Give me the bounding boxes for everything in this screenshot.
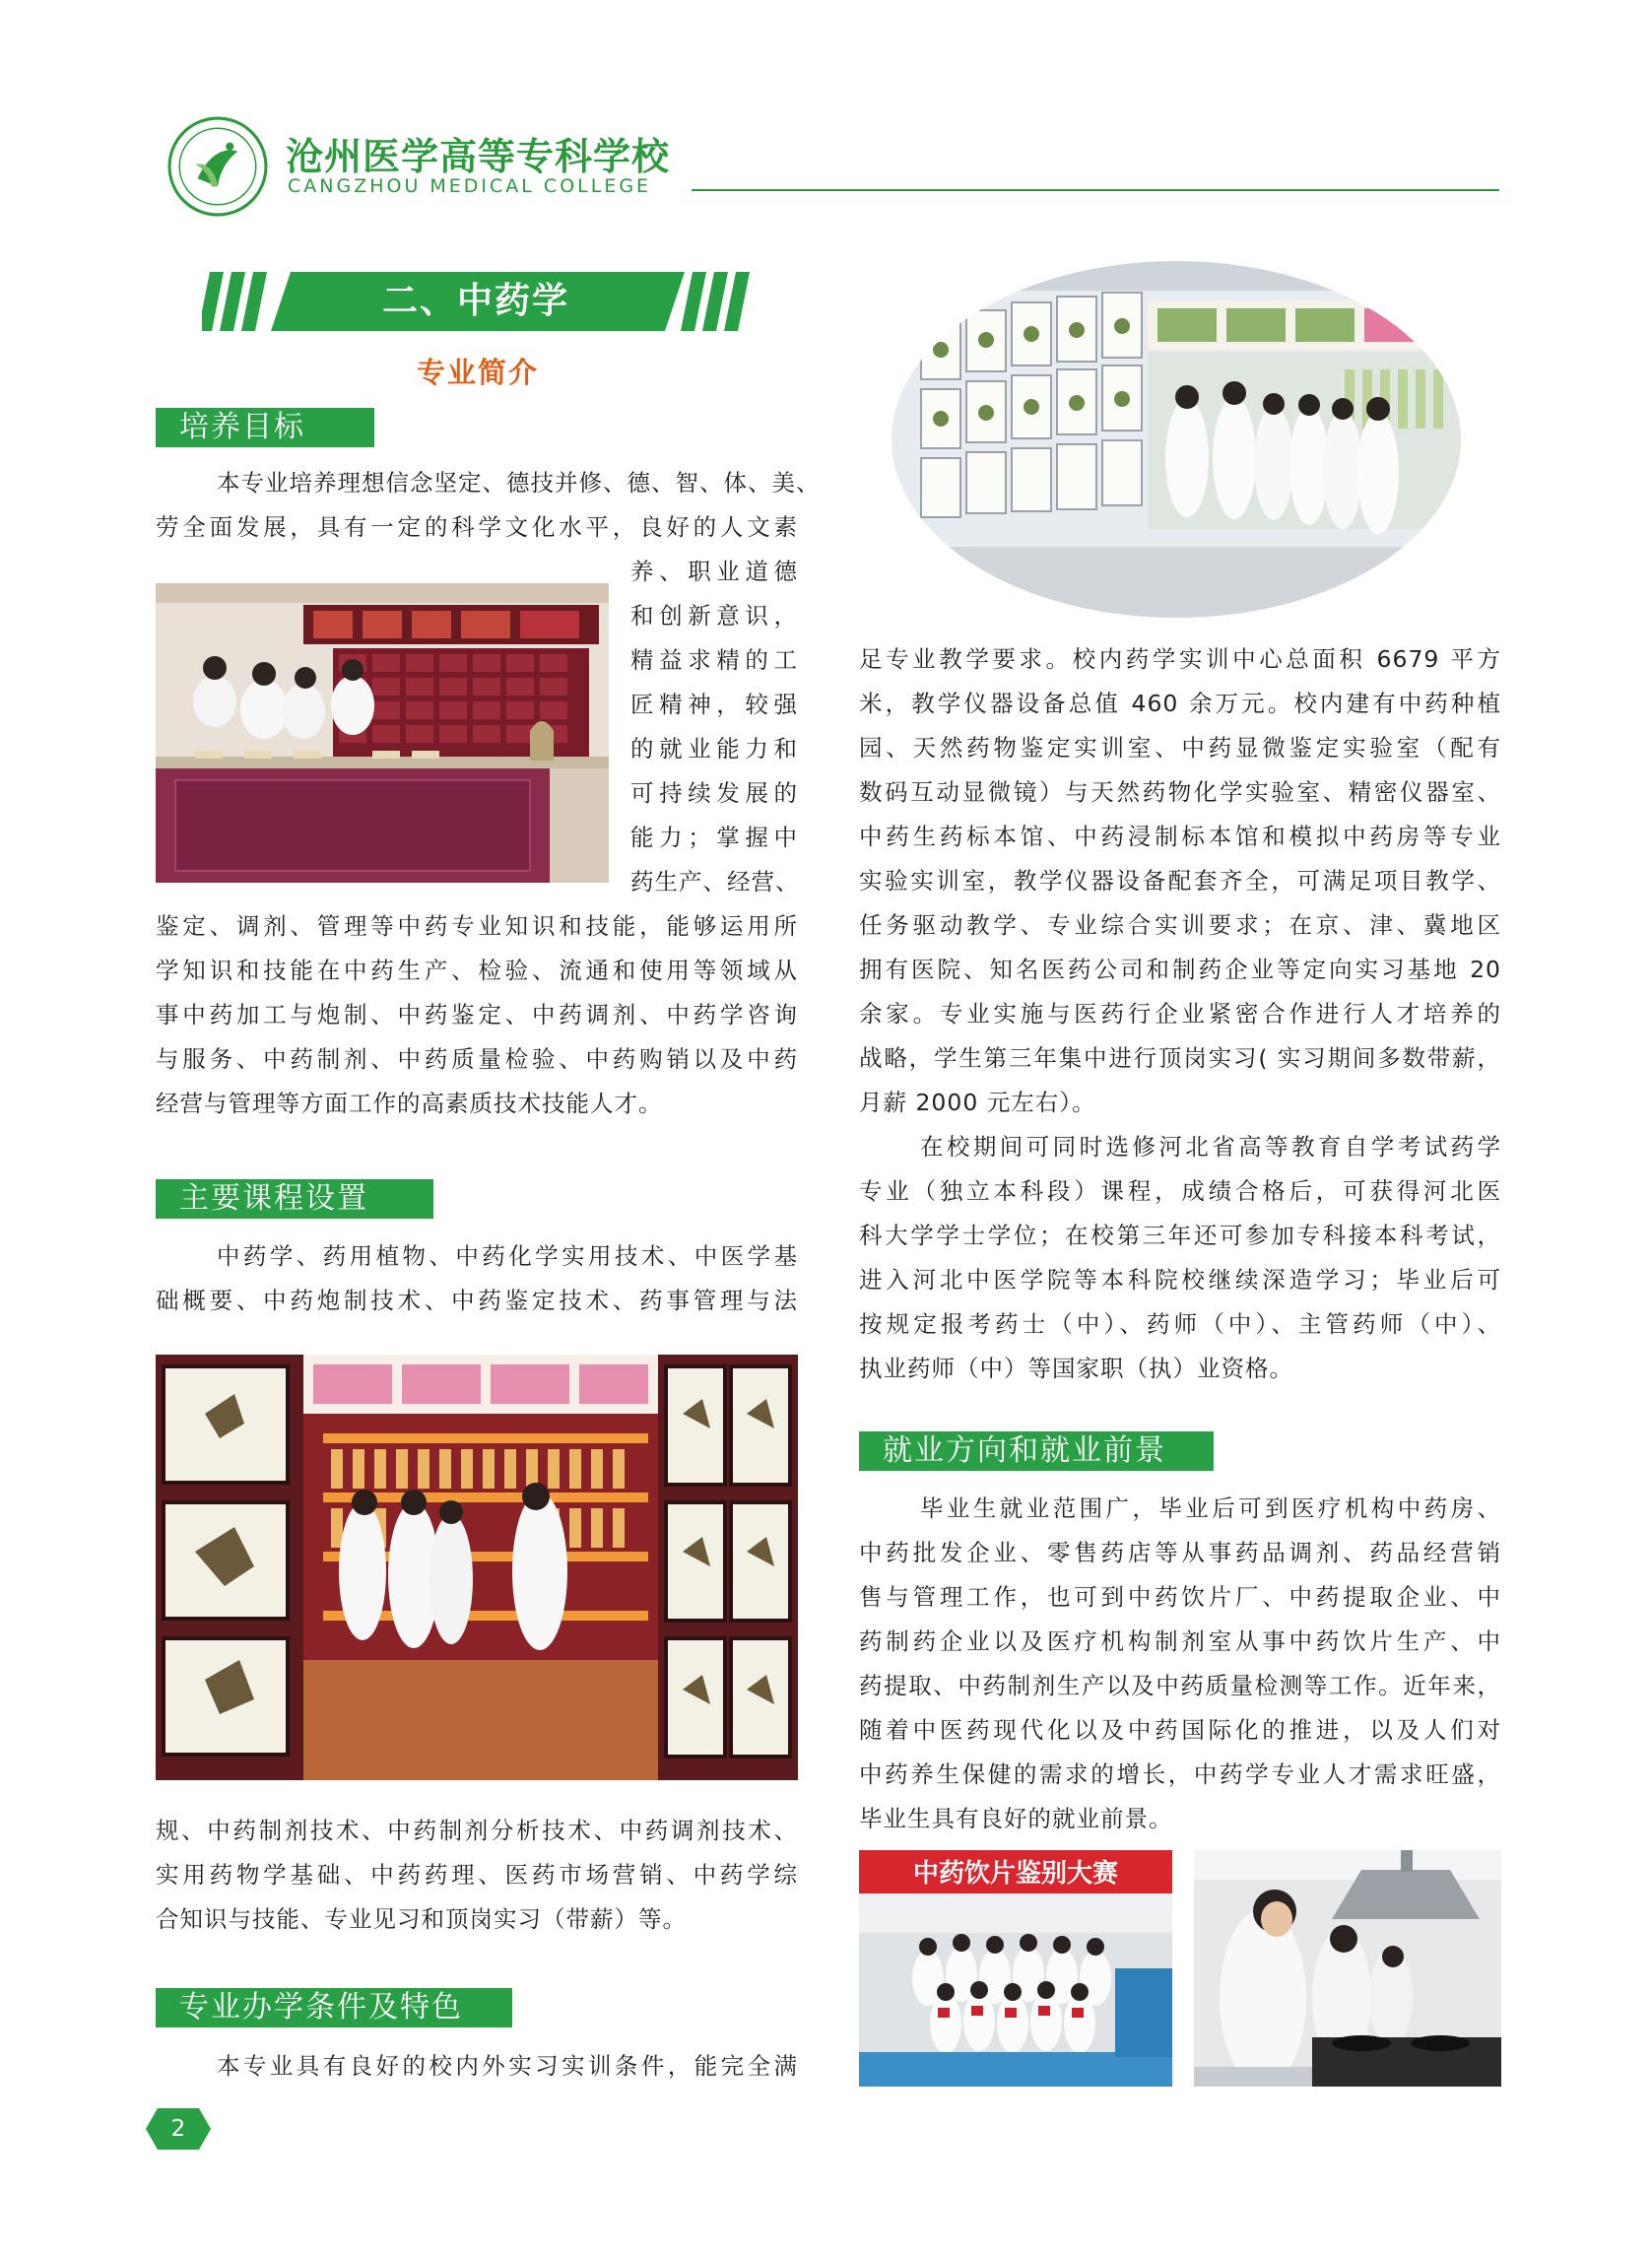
paragraph-line: 战略，学生第三年集中进行顶岗实习( 实习期间多数带薪， <box>859 1044 1501 1072</box>
section-heading-employment: 就业方向和就业前景 <box>859 1431 1214 1471</box>
paragraph-line: 专业（独立本科段）课程，成绩合格后，可获得河北医 <box>859 1177 1501 1205</box>
page-number: 2 <box>170 2116 186 2142</box>
paragraph-line: 中药学、药用植物、中药化学实用技术、中医学基 <box>217 1242 798 1270</box>
photo-herbarium-oval <box>892 261 1461 618</box>
paragraph-line: 中药生药标本馆、中药浸制标本馆和模拟中药房等专业 <box>859 823 1501 850</box>
paragraph-line: 本专业培养理想信念坚定、德技并修、德、智、体、美、 <box>217 469 821 497</box>
paragraph-line: 在校期间可同时选修河北省高等教育自学考试药学 <box>920 1133 1501 1161</box>
paragraph-line: 月薪 2000 元左右）。 <box>859 1089 1096 1116</box>
paragraph-line: 匠精神，较强 <box>630 691 798 718</box>
paragraph-line: 药生产、经营、 <box>630 868 800 896</box>
paragraph-line: 余家。专业实施与医药行企业紧密合作进行人才培养的 <box>859 1000 1501 1028</box>
paragraph-line: 劳全面发展，具有一定的科学文化水平，良好的人文素 <box>156 513 798 541</box>
paragraph-line: 精益求精的工 <box>630 646 798 674</box>
paragraph-line: 经营与管理等方面工作的高素质技术技能人才。 <box>156 1090 663 1117</box>
paragraph-line: 执业药师（中）等国家职（执）业资格。 <box>859 1355 1293 1382</box>
photo-processing-lab <box>1194 1850 1501 2087</box>
paragraph-line: 合知识与技能、专业见习和顶岗实习（带薪）等。 <box>156 1905 687 1933</box>
paragraph-line: 可持续发展的 <box>630 779 798 807</box>
paragraph-line: 实验实训室，教学仪器设备配套齐全，可满足项目教学、 <box>859 867 1501 895</box>
section-heading-goal: 培养目标 <box>156 408 374 447</box>
paragraph-line: 与服务、中药制剂、中药质量检验、中药购销以及中药 <box>156 1045 798 1073</box>
paragraph-line: 鉴定、调剂、管理等中药专业知识和技能，能够运用所 <box>156 912 798 940</box>
paragraph-line: 事中药加工与炮制、中药鉴定、中药调剂、中药学咨询 <box>156 1001 798 1029</box>
photo-contest-group <box>859 1850 1172 2087</box>
paragraph-line: 毕业生就业范围广，毕业后可到医疗机构中药房、 <box>920 1494 1501 1522</box>
paragraph-line: 药制药企业以及医疗机构制剂室从事中药饮片生产、中 <box>859 1627 1501 1655</box>
paragraph-line: 学知识和技能在中药生产、检验、流通和使用等领域从 <box>156 957 798 984</box>
paragraph-line: 中药养生保健的需求的增长，中药学专业人才需求旺盛， <box>859 1760 1501 1788</box>
paragraph-line: 能力；掌握中 <box>630 824 798 851</box>
paragraph-line: 任务驱动教学、专业综合实训要求；在京、津、冀地区 <box>859 911 1501 939</box>
paragraph-line: 实用药物学基础、中药药理、医药市场营销、中药学综 <box>156 1861 798 1889</box>
photo-specimen-room <box>156 1355 798 1780</box>
paragraph-line: 进入河北中医学院等本科院校继续深造学习；毕业后可 <box>859 1266 1501 1294</box>
paragraph-line: 拥有医院、知名医药公司和制药企业等定向实习基地 20 <box>859 956 1501 983</box>
paragraph-line: 按规定报考药士（中）、药师（中）、主管药师（中）、 <box>859 1310 1501 1338</box>
paragraph-line: 毕业生具有良好的就业前景。 <box>859 1805 1173 1832</box>
paragraph-line: 药提取、中药制剂生产以及中药质量检测等工作。近年来， <box>859 1672 1501 1699</box>
paragraph-line: 的就业能力和 <box>630 735 798 763</box>
paragraph-line: 足专业教学要求。校内药学实训中心总面积 6679 平方 <box>859 645 1501 673</box>
paragraph-line: 米，教学仪器设备总值 460 余万元。校内建有中药种植 <box>859 690 1501 717</box>
section-heading-conditions: 专业办学条件及特色 <box>156 1988 512 2027</box>
paragraph-line: 售与管理工作，也可到中药饮片厂、中药提取企业、中 <box>859 1583 1501 1611</box>
section-title: 二、中药学 <box>381 281 569 321</box>
school-name-en: CANGZHOU MEDICAL COLLEGE <box>288 175 652 197</box>
photo-pharmacy-counter <box>156 583 609 883</box>
paragraph-line: 数码互动显微镜）与天然药物化学实验室、精密仪器室、 <box>859 778 1501 806</box>
school-name-cn: 沧州医学高等专科学校 <box>286 135 671 178</box>
paragraph-line: 础概要、中药炮制技术、中药鉴定技术、药事管理与法 <box>156 1287 798 1314</box>
paragraph-line: 中药批发企业、零售药店等从事药品调剂、药品经营销 <box>859 1539 1501 1566</box>
header-divider <box>692 189 1499 191</box>
paragraph-line: 本专业具有良好的校内外实习实训条件，能完全满 <box>217 2052 798 2080</box>
paragraph-line: 园、天然药物鉴定实训室、中药显微鉴定实验室（配有 <box>859 734 1501 762</box>
paragraph-line: 随着中医药现代化以及中药国际化的推进，以及人们对 <box>859 1716 1501 1744</box>
section-heading-courses: 主要课程设置 <box>156 1179 433 1219</box>
school-logo <box>167 116 268 217</box>
paragraph-line: 规、中药制剂技术、中药制剂分析技术、中药调剂技术、 <box>156 1817 798 1844</box>
paragraph-line: 和创新意识， <box>630 602 798 630</box>
contest-banner-text: 中药饮片鉴别大赛 <box>912 1859 1119 1889</box>
subtitle: 专业简介 <box>416 356 539 389</box>
paragraph-line: 科大学学士学位；在校第三年还可参加专科接本科考试， <box>859 1222 1501 1249</box>
paragraph-line: 养、职业道德 <box>630 558 798 585</box>
